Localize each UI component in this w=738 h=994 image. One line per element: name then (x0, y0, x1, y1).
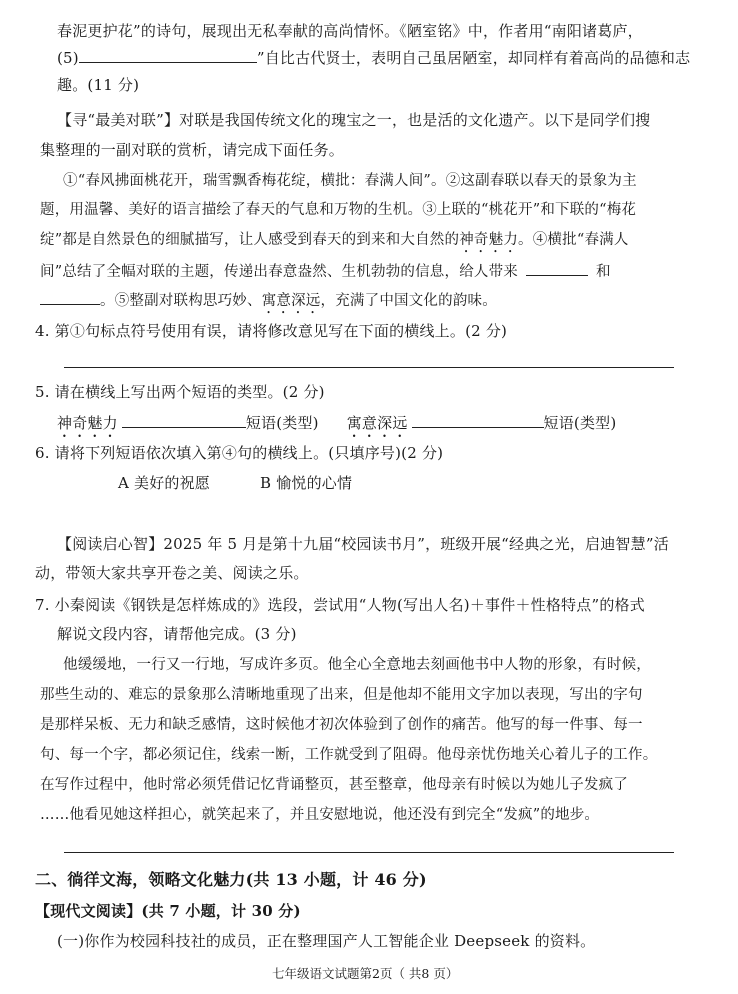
text-line: 趣。(11 分) (57, 76, 140, 94)
excerpt-paragraph: 句、每一个字，都必须记住，线索一断，工作就受到了阻碍。他母亲忧伤地关心着儿子的工作。 (40, 747, 658, 763)
phrase: 寓意深远 (346, 414, 408, 432)
question-7: 解说文段内容，请帮他完成。(3 分) (57, 625, 297, 643)
section-intro: 集整理的一副对联的赏析，请完成下面任务。 (40, 141, 345, 159)
text-segment: 绽”都是自然景色的细腻描写，让人感受到春天的到来和大自然的 (40, 232, 460, 248)
emphasized-phrase: 寓意深远 (261, 293, 321, 309)
text-line: 春泥更护花”的诗句，展现出无私奉献的高尚情怀。《陋室铭》中，作者用“南阳诸葛庐， (57, 22, 643, 40)
text-line (57, 46, 690, 69)
section-intro: 动，带领大家共享开卷之美、阅读之乐。 (35, 564, 309, 582)
section-heading: 二、徜徉文海，领略文化魅力(共 13 小题，计 46 分) (35, 870, 427, 889)
excerpt-paragraph: ……他看见她这样担心，就笑起来了，并且安慰地说，他还没有到完全“发疯”的地步。 (40, 807, 600, 823)
fill-blank[interactable] (122, 411, 246, 428)
fill-blank[interactable] (79, 46, 257, 63)
couplet-analysis: ①“春风拂面桃花开，瑞雪飘香梅花绽，横批：春满人间”。②这副春联以春天的景象为主 (63, 173, 637, 189)
blank-number: (5) (57, 49, 79, 67)
text-segment: 和 (596, 264, 611, 280)
option-b: B 愉悦的心情 (260, 474, 353, 492)
question-5: 5. 请在横线上写出两个短语的类型。(2 分) (35, 383, 325, 401)
couplet-analysis (40, 288, 497, 317)
question-5-items (57, 411, 616, 441)
excerpt-paragraph: 他缓缓地，一行又一行地，写成许多页。他全心全意地去刻画他书中人物的形象，有时候， (63, 657, 651, 673)
text-segment: 短语(类型) (543, 414, 617, 432)
fill-blank[interactable] (412, 411, 544, 428)
subsection-heading: 【现代文阅读】(共 7 小题，计 30 分) (35, 902, 301, 920)
subsection-intro: (一)你作为校园科技社的成员，正在整理国产人工智能企业 Deepseek 的资料。 (57, 932, 596, 950)
answer-line[interactable] (64, 367, 674, 368)
question-4: 4. 第①句标点符号使用有误，请将修改意见写在下面的横线上。(2 分) (35, 322, 508, 340)
question-6: 6. 请将下列短语依次填入第④句的横线上。(只填序号)(2 分) (35, 444, 444, 462)
text-segment: ，充满了中国文化的韵味。 (320, 293, 497, 309)
page-footer: 七年级语文试题第2页（ 共8 页） (272, 966, 459, 981)
question-7: 7. 小秦阅读《钢铁是怎样炼成的》选段，尝试用“人物(写出人名)＋事件＋性格特点”的格式 (35, 596, 645, 614)
section-intro: 【寻“最美对联”】对联是我国传统文化的瑰宝之一，也是活的文化遗产。以下是同学们搜 (57, 111, 651, 129)
excerpt-paragraph: 那些生动的、难忘的景象那么清晰地重现了出来，但是他却不能用文字加以表现，写出的字句 (40, 687, 643, 703)
couplet-analysis (40, 259, 611, 283)
text-segment: ”自比古代贤士，表明自己虽居陋室，却同样有着高尚的品德和志 (256, 49, 691, 67)
section-intro: 【阅读启心智】2025 年 5 月是第十九届“校园读书月”，班级开展“经典之光，启迪智慧”活 (57, 535, 669, 553)
text-segment: 短语(类型) (245, 414, 319, 432)
text-segment: 。⑤整副对联构思巧妙、 (100, 293, 262, 309)
fill-blank[interactable] (40, 288, 100, 305)
fill-blank[interactable] (526, 259, 588, 276)
answer-line[interactable] (64, 852, 674, 853)
text-segment: 。④横批“春满人 (518, 232, 629, 248)
excerpt-paragraph: 是那样呆板、无力和缺乏感情，这时候他才初次体验到了创作的痛苦。他写的每一件事、每一 (40, 717, 643, 733)
excerpt-paragraph: 在写作过程中，他时常必须凭借记忆背诵整页，甚至整章，他母亲有时候以为她儿子发疯了 (40, 777, 628, 793)
text-segment: 间”总结了全幅对联的主题，传递出春意盎然、生机勃勃的信息，给人带来 (40, 264, 519, 280)
couplet-analysis: 题，用温馨、美好的语言描绘了春天的气息和万物的生机。③上联的“桃花开”和下联的“梅花 (40, 202, 637, 218)
emphasized-phrase: 神奇魅力 (459, 232, 519, 248)
phrase: 神奇魅力 (57, 414, 118, 432)
couplet-analysis (40, 229, 629, 256)
option-a: A 美好的祝愿 (118, 474, 211, 492)
